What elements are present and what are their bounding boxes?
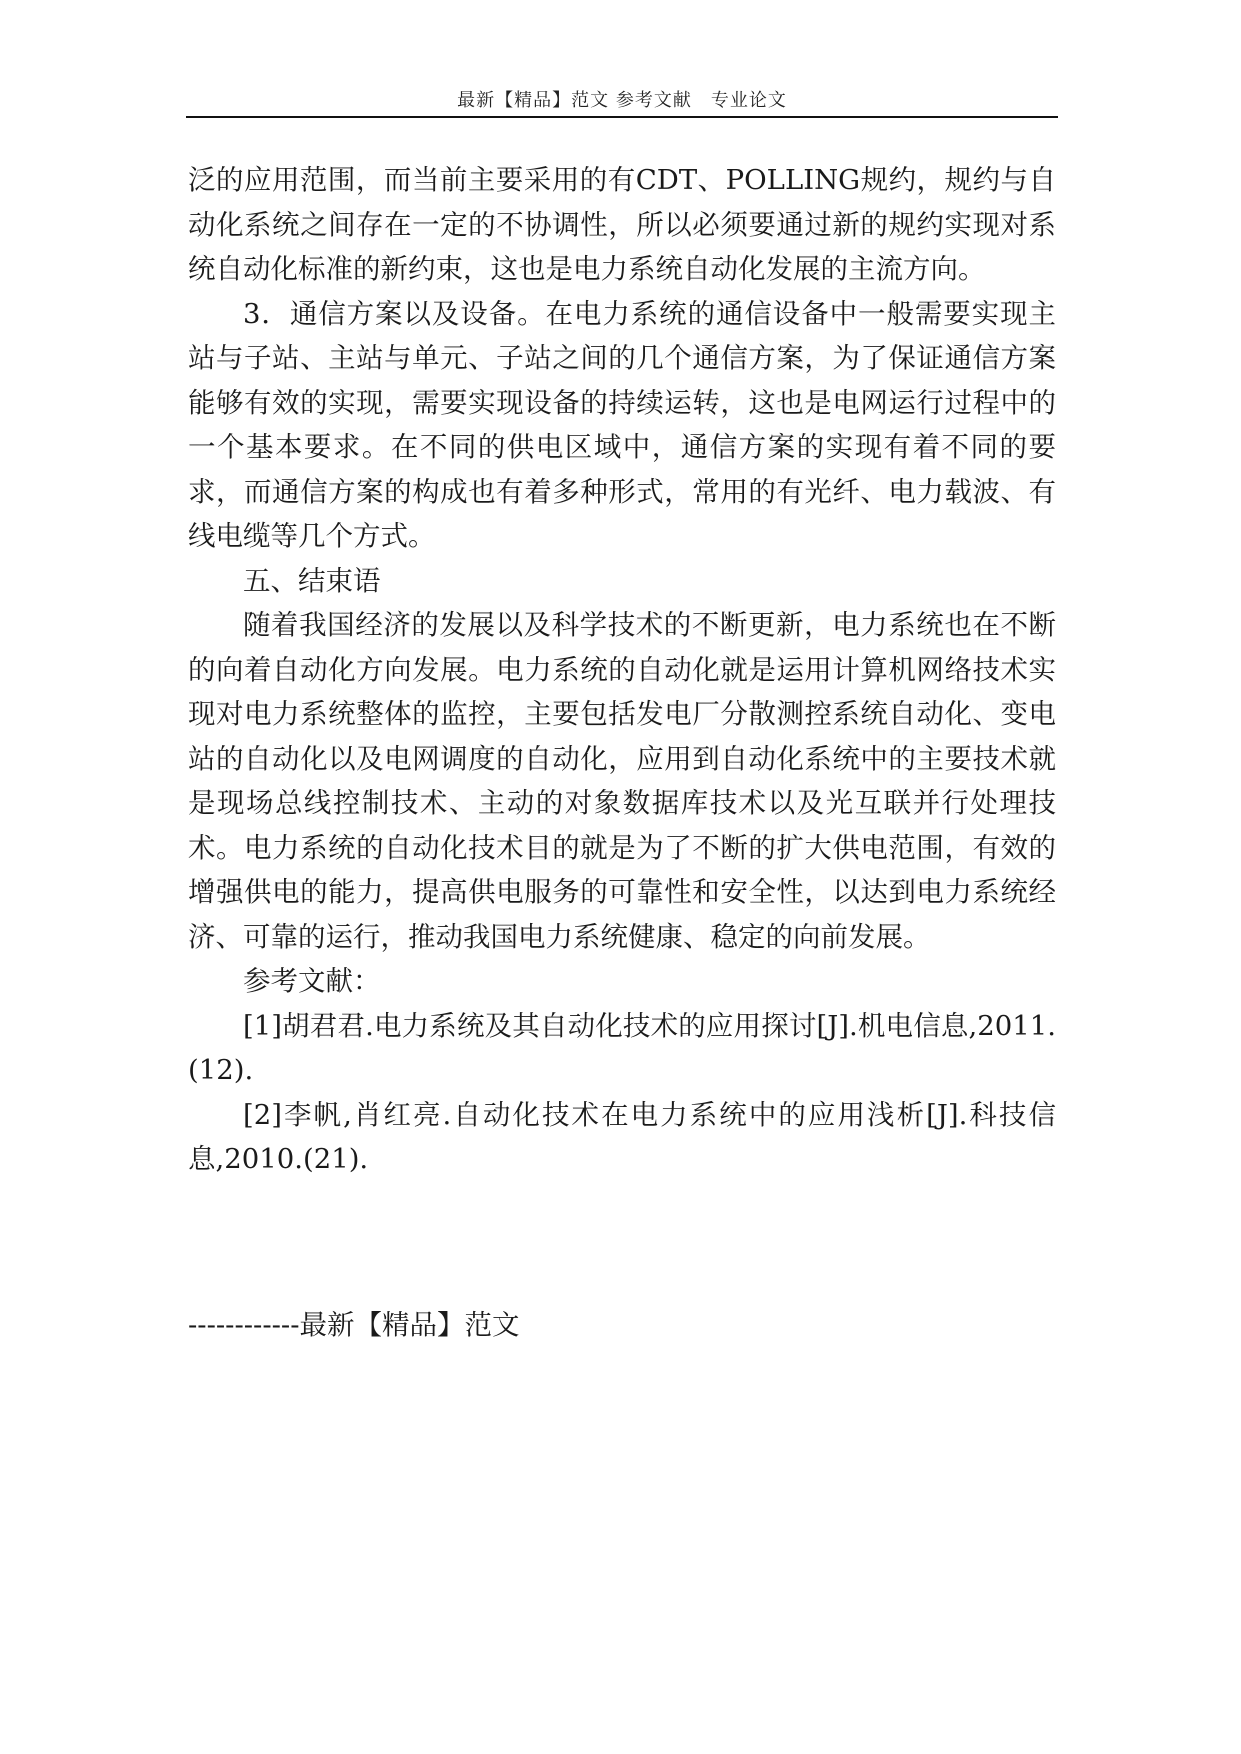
reference-item-2: [2]李帆,肖红亮.自动化技术在电力系统中的应用浅析[J].科技信息,2010.(21). [188,1098,1056,1175]
document-body [188,158,1056,1182]
header-divider [186,116,1058,118]
section-heading-conclusion: 五、结束语 [243,564,381,597]
references-heading: 参考文献： [243,965,381,997]
page-footer: ------------最新【精品】范文 [188,1309,520,1341]
reference-item-1: [1]胡君君.电力系统及其自动化技术的应用探讨[J].机电信息,2011.(12). [188,1009,1056,1086]
page-header: 最新【精品】范文 参考文献 专业论文 [457,90,787,111]
paragraph-conclusion: 随着我国经济的发展以及科学技术的不断更新，电力系统也在不断的向着自动化方向发展。电力系统的自动化就是运用计算机网络技术实现对电力系统整体的监控，主要包括发电厂分散测控系统自动化、变电站的自动化以及电网调度的自动化，应用到自动化系统中的主要技术就是现场总线控制技术、主动的对象数据库技术以及光互联并行处理技术。电力系统的自动化技术目的就是为了不断的扩大供电范围，有效的增强供电的能力，提高供电服务的可靠性和安全性，以达到电力系统经济、可靠的运行，推动我国电力系统健康、稳定的向前发展。 [188,609,1056,953]
paragraph-communication-protocol-continued: 泛的应用范围，而当前主要采用的有CDT、POLLING规约，规约与自动化系统之间存在一定的不协调性，所以必须要通过新的规约实现对系统自动化标准的新约束，这也是电力系统自动化发展的主流方向。 [188,164,1056,285]
paragraph-communication-scheme: 3．通信方案以及设备。在电力系统的通信设备中一般需要实现主站与子站、主站与单元、子站之间的几个通信方案，为了保证通信方案能够有效的实现，需要实现设备的持续运转，这也是电网运行过程中的一个基本要求。在不同的供电区域中，通信方案的实现有着不同的要求，而通信方案的构成也有着多种形式，常用的有光纤、电力载波、有线电缆等几个方式。 [188,297,1056,552]
